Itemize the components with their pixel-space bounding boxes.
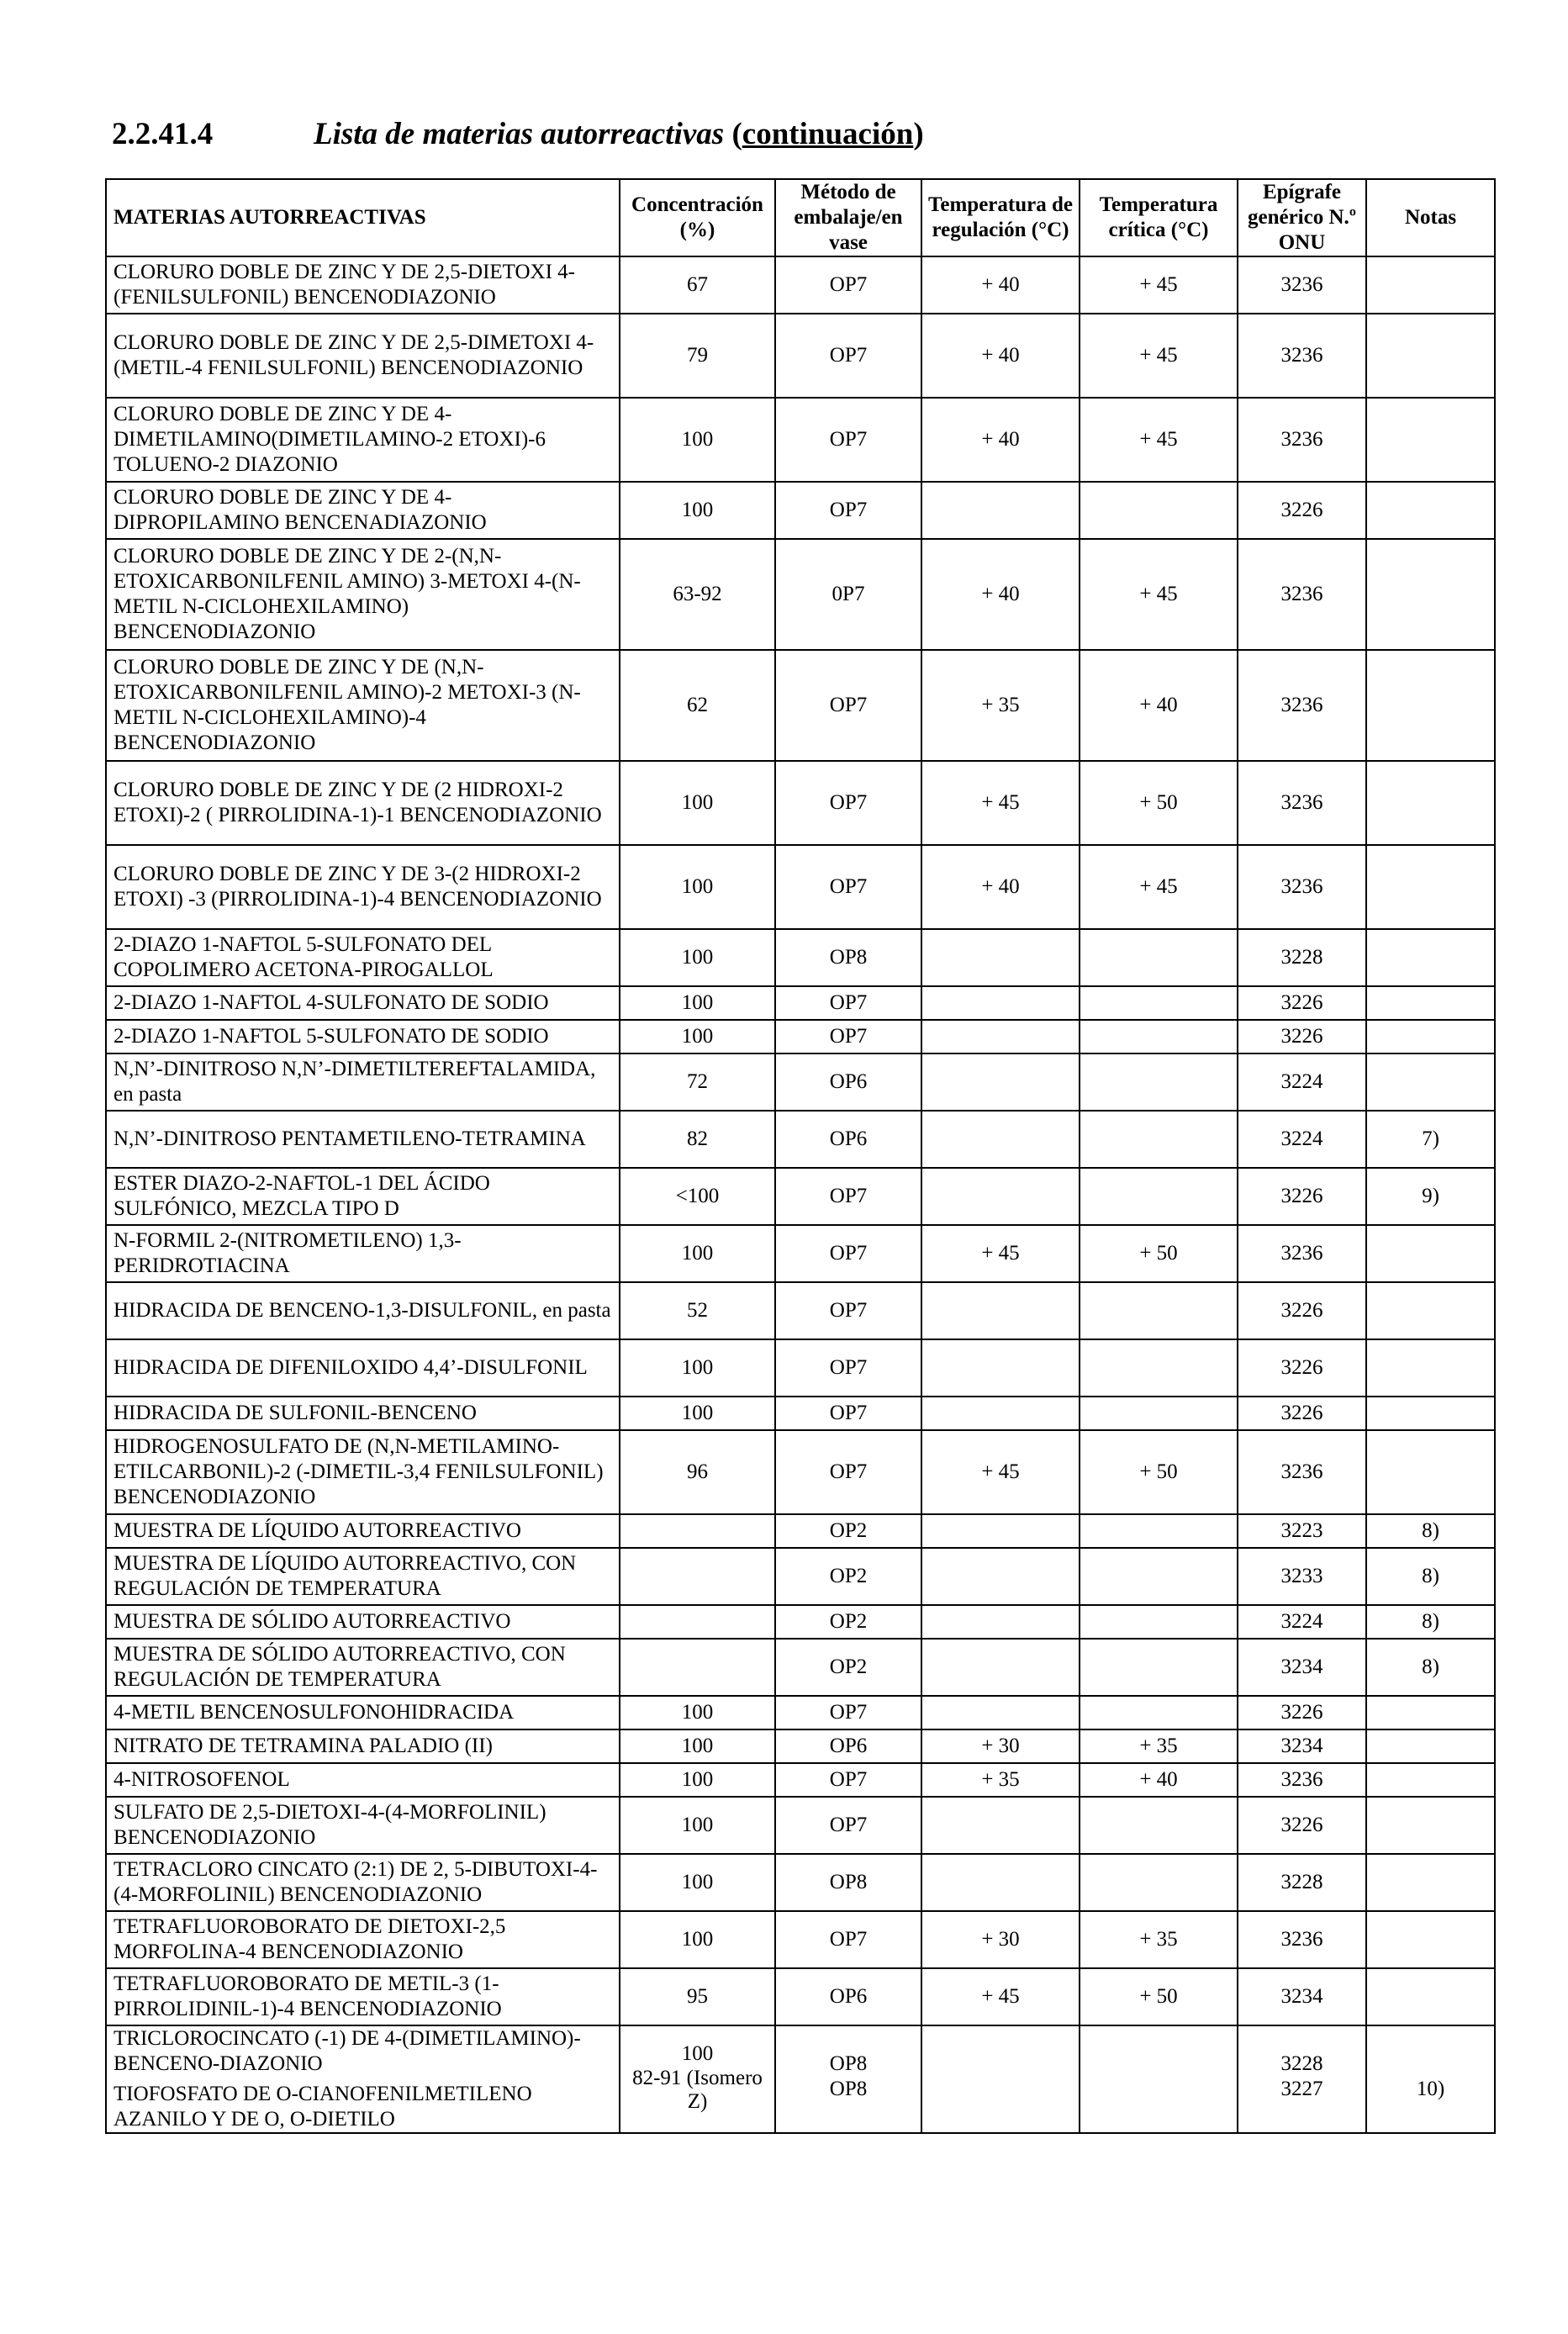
cell-critical-temp: + 45 [1080,314,1238,398]
cell-un-number: 3226 [1238,1020,1366,1053]
open-paren: ( [731,117,742,151]
cell-concentration [620,1548,775,1605]
table-row [106,1514,1495,1548]
merged-conc-b: 82-91 (Isomero Z) [632,2067,763,2113]
cell-method: OP6 [775,1111,921,1168]
cell-concentration: 63-92 [620,539,775,650]
cell-notes [1366,1854,1495,1911]
cell-concentration: 100 [620,1763,775,1797]
cell-name: TETRAFLUOROBORATO DE METIL-3 (1-PIRROLIDINIL-1)-4 BENCENODIAZONIO [106,1968,620,2025]
cell-regulation-temp [921,1339,1080,1397]
cell-method: OP7 [775,1168,921,1225]
table-row [106,256,1495,314]
cell-critical-temp [1080,1397,1238,1430]
close-paren: ) [913,117,924,151]
cell-notes [1366,1763,1495,1797]
cell-un-number: 3236 [1238,761,1366,845]
cell-critical-temp: + 50 [1080,1225,1238,1282]
cell-critical-temp: + 35 [1080,1729,1238,1763]
header-un-number: Epígrafe genérico N.º ONU [1238,179,1366,256]
cell-method: OP7 [775,1397,921,1430]
materials-table [105,178,1496,2134]
cell-critical-temp: + 50 [1080,1430,1238,1514]
table-row [106,1696,1495,1729]
cell-un-number [1238,2025,1366,2133]
cell-notes [1366,1053,1495,1111]
cell-regulation-temp: + 45 [921,1968,1080,2025]
merged-un-a: 3228 [1280,2052,1323,2075]
cell-concentration [620,1639,775,1696]
cell-un-number: 3226 [1238,1797,1366,1854]
cell-name: CLORURO DOBLE DE ZINC Y DE 4-DIPROPILAMINO BENCENADIAZONIO [106,482,620,539]
cell-regulation-temp [921,1797,1080,1854]
header-row [106,179,1495,256]
cell-un-number: 3233 [1238,1548,1366,1605]
table-row [106,1168,1495,1225]
table-row [106,986,1495,1020]
cell-concentration [620,2025,775,2133]
cell-un-number: 3236 [1238,398,1366,482]
cell-name: 2-DIAZO 1-NAFTOL 5-SULFONATO DE SODIO [106,1020,620,1053]
cell-regulation-temp [921,986,1080,1020]
cell-method: OP6 [775,1053,921,1111]
cell-method: OP2 [775,1639,921,1696]
cell-name: ESTER DIAZO-2-NAFTOL-1 DEL ÁCIDO SULFÓNICO, MEZCLA TIPO D [106,1168,620,1225]
cell-un-number: 3236 [1238,845,1366,929]
cell-concentration: 100 [620,986,775,1020]
cell-method: OP7 [775,650,921,761]
cell-un-number: 3236 [1238,1763,1366,1797]
cell-method: OP7 [775,845,921,929]
cell-concentration: 96 [620,1430,775,1514]
table-row [106,1548,1495,1605]
cell-concentration: 100 [620,1020,775,1053]
cell-critical-temp [1080,1605,1238,1639]
cell-method: OP6 [775,1968,921,2025]
cell-notes [1366,1729,1495,1763]
cell-concentration: 82 [620,1111,775,1168]
cell-concentration: 95 [620,1968,775,2025]
cell-name: CLORURO DOBLE DE ZINC Y DE (2 HIDROXI-2 ETOXI)-2 ( PIRROLIDINA-1)-1 BENCENODIAZONIO [106,761,620,845]
cell-name: 2-DIAZO 1-NAFTOL 5-SULFONATO DEL COPOLIMERO ACETONA-PIROGALLOL [106,929,620,986]
cell-critical-temp [1080,1548,1238,1605]
cell-critical-temp [1080,1854,1238,1911]
cell-un-number: 3223 [1238,1514,1366,1548]
header-regulation-temp: Temperatura de regulación (°C) [921,179,1080,256]
cell-critical-temp: + 45 [1080,398,1238,482]
cell-critical-temp: + 45 [1080,256,1238,314]
cell-concentration: <100 [620,1168,775,1225]
cell-name: 2-DIAZO 1-NAFTOL 4-SULFONATO DE SODIO [106,986,620,1020]
cell-critical-temp [1080,1053,1238,1111]
cell-notes [1366,986,1495,1020]
cell-method: OP7 [775,1696,921,1729]
cell-un-number: 3226 [1238,1696,1366,1729]
cell-un-number: 3236 [1238,1225,1366,1282]
cell-regulation-temp: + 35 [921,1763,1080,1797]
cell-un-number: 3224 [1238,1605,1366,1639]
cell-method: OP7 [775,1430,921,1514]
cell-name: HIDRACIDA DE SULFONIL-BENCENO [106,1397,620,1430]
cell-name: CLORURO DOBLE DE ZINC Y DE 2,5-DIMETOXI 4-(METIL-4 FENILSULFONIL) BENCENODIAZONIO [106,314,620,398]
cell-name: CLORURO DOBLE DE ZINC Y DE 2-(N,N-ETOXICARBONILFENIL AMINO) 3-METOXI 4-(N-METIL N-CICLOHEXILAMINO) BENCENODIAZONIO [106,539,620,650]
cell-method: OP7 [775,1797,921,1854]
cell-regulation-temp: + 45 [921,1430,1080,1514]
cell-concentration: 100 [620,1854,775,1911]
header-method: Método de embalaje/en vase [775,179,921,256]
cell-regulation-temp [921,2025,1080,2133]
cell-method: OP7 [775,1282,921,1339]
cell-concentration: 79 [620,314,775,398]
cell-method: OP8 [775,929,921,986]
cell-name: CLORURO DOBLE DE ZINC Y DE 3-(2 HIDROXI-2 ETOXI) -3 (PIRROLIDINA-1)-4 BENCENODIAZONIO [106,845,620,929]
cell-un-number: 3236 [1238,1911,1366,1968]
cell-regulation-temp [921,1696,1080,1729]
cell-name [106,2025,620,2133]
table-row [106,539,1495,650]
table-row [106,1605,1495,1639]
cell-concentration: 52 [620,1282,775,1339]
cell-name: SULFATO DE 2,5-DIETOXI-4-(4-MORFOLINIL) BENCENODIAZONIO [106,1797,620,1854]
cell-method: OP7 [775,1225,921,1282]
cell-regulation-temp [921,929,1080,986]
cell-critical-temp [1080,1696,1238,1729]
cell-notes [1366,482,1495,539]
cell-un-number: 3236 [1238,314,1366,398]
cell-critical-temp [1080,1020,1238,1053]
cell-notes: 8) [1366,1639,1495,1696]
cell-regulation-temp [921,1282,1080,1339]
cell-un-number: 3236 [1238,539,1366,650]
cell-regulation-temp [921,1514,1080,1548]
cell-name: HIDRACIDA DE BENCENO-1,3-DISULFONIL, en pasta [106,1282,620,1339]
merged-method-b: OP8 [829,2078,868,2100]
merged-name-a: TRICLOROCINCATO (-1) DE 4-(DIMETILAMINO)-BENCENO-DIAZONIO [114,2027,581,2075]
header-concentration: Concentración (%) [620,179,775,256]
merged-notes-b: 10) [1416,2078,1445,2100]
cell-method: OP7 [775,1020,921,1053]
cell-critical-temp [1080,986,1238,1020]
cell-notes [1366,539,1495,650]
table-row [106,1225,1495,1282]
cell-un-number: 3226 [1238,482,1366,539]
cell-regulation-temp: + 35 [921,650,1080,761]
table-row [106,1639,1495,1696]
cell-notes [1366,1797,1495,1854]
cell-concentration: 100 [620,1225,775,1282]
cell-notes [1366,761,1495,845]
cell-notes: 8) [1366,1514,1495,1548]
cell-name: MUESTRA DE LÍQUIDO AUTORREACTIVO, CON REGULACIÓN DE TEMPERATURA [106,1548,620,1605]
cell-un-number: 3228 [1238,929,1366,986]
cell-notes: 7) [1366,1111,1495,1168]
continuation-label: continuación [742,117,914,151]
cell-regulation-temp [921,1854,1080,1911]
cell-name: 4-NITROSOFENOL [106,1763,620,1797]
cell-name: N-FORMIL 2-(NITROMETILENO) 1,3-PERIDROTIACINA [106,1225,620,1282]
cell-notes [1366,314,1495,398]
cell-name: N,N’-DINITROSO PENTAMETILENO-TETRAMINA [106,1111,620,1168]
cell-concentration: 100 [620,398,775,482]
merged-un-b: 3227 [1280,2078,1323,2100]
cell-concentration: 67 [620,256,775,314]
cell-notes [1366,1696,1495,1729]
table-row [106,1968,1495,2025]
cell-notes [1366,845,1495,929]
cell-notes [1366,1339,1495,1397]
table-row [106,929,1495,986]
cell-critical-temp: + 45 [1080,845,1238,929]
cell-notes [1366,929,1495,986]
cell-concentration: 100 [620,1339,775,1397]
header-name: MATERIAS AUTORREACTIVAS [106,179,620,256]
cell-notes [1366,1397,1495,1430]
cell-critical-temp [1080,1168,1238,1225]
cell-notes [1366,398,1495,482]
cell-concentration [620,1514,775,1548]
merged-name-b: TIOFOSFATO DE O-CIANOFENILMETILENO AZANILO Y DE O, O-DIETILO [114,2083,532,2131]
cell-method: OP7 [775,1763,921,1797]
cell-name: MUESTRA DE SÓLIDO AUTORREACTIVO, CON REGULACIÓN DE TEMPERATURA [106,1639,620,1696]
cell-un-number: 3234 [1238,1639,1366,1696]
cell-critical-temp [1080,1282,1238,1339]
merged-method-a: OP8 [829,2052,868,2075]
cell-critical-temp: + 40 [1080,1763,1238,1797]
cell-critical-temp [1080,2025,1238,2133]
cell-regulation-temp: + 45 [921,761,1080,845]
cell-name: NITRATO DE TETRAMINA PALADIO (II) [106,1729,620,1763]
table-row [106,1053,1495,1111]
cell-name: MUESTRA DE SÓLIDO AUTORREACTIVO [106,1605,620,1639]
table-row [106,1430,1495,1514]
cell-un-number: 3236 [1238,1430,1366,1514]
cell-un-number: 3226 [1238,1168,1366,1225]
cell-un-number: 3236 [1238,256,1366,314]
cell-name: CLORURO DOBLE DE ZINC Y DE 4-DIMETILAMINO(DIMETILAMINO-2 ETOXI)-6 TOLUENO-2 DIAZONIO [106,398,620,482]
cell-regulation-temp: + 40 [921,314,1080,398]
cell-critical-temp [1080,1339,1238,1397]
table-row-merged [106,2025,1495,2133]
cell-name: TETRACLORO CINCATO (2:1) DE 2, 5-DIBUTOXI-4-(4-MORFOLINIL) BENCENODIAZONIO [106,1854,620,1911]
cell-name: 4-METIL BENCENOSULFONOHIDRACIDA [106,1696,620,1729]
cell-critical-temp [1080,1797,1238,1854]
cell-concentration: 100 [620,1729,775,1763]
merged-conc-a: 100 [681,2042,714,2065]
cell-critical-temp: + 45 [1080,539,1238,650]
cell-critical-temp [1080,929,1238,986]
table-row [106,1797,1495,1854]
cell-method: OP7 [775,986,921,1020]
cell-notes [1366,1282,1495,1339]
cell-concentration: 100 [620,845,775,929]
cell-name: HIDRACIDA DE DIFENILOXIDO 4,4’-DISULFONIL [106,1339,620,1397]
table-row [106,398,1495,482]
table-row [106,1763,1495,1797]
cell-regulation-temp [921,1168,1080,1225]
cell-method: 0P7 [775,539,921,650]
cell-regulation-temp [921,1639,1080,1696]
cell-concentration: 100 [620,1797,775,1854]
cell-name: N,N’-DINITROSO N,N’-DIMETILTEREFTALAMIDA, en pasta [106,1053,620,1111]
cell-critical-temp [1080,1514,1238,1548]
cell-notes [1366,1225,1495,1282]
cell-name: CLORURO DOBLE DE ZINC Y DE (N,N-ETOXICARBONILFENIL AMINO)-2 METOXI-3 (N-METIL N-CICLOHEXILAMINO)-4 BENCENODIAZONIO [106,650,620,761]
cell-concentration: 100 [620,1911,775,1968]
section-number: 2.2.41.4 [112,117,214,151]
cell-method: OP2 [775,1514,921,1548]
cell-critical-temp: + 35 [1080,1911,1238,1968]
table-row [106,482,1495,539]
cell-regulation-temp [921,1605,1080,1639]
cell-concentration [620,1605,775,1639]
cell-critical-temp: + 50 [1080,1968,1238,2025]
cell-method: OP2 [775,1605,921,1639]
cell-method: OP7 [775,398,921,482]
cell-critical-temp [1080,1639,1238,1696]
merged-notes-a [1372,2051,1489,2077]
cell-concentration: 62 [620,650,775,761]
cell-notes [1366,256,1495,314]
cell-notes: 8) [1366,1605,1495,1639]
table-row [106,1020,1495,1053]
cell-regulation-temp: + 40 [921,539,1080,650]
cell-un-number: 3228 [1238,1854,1366,1911]
table-row [106,1911,1495,1968]
cell-regulation-temp [921,1397,1080,1430]
cell-un-number: 3226 [1238,986,1366,1020]
table-row [106,650,1495,761]
cell-critical-temp: + 50 [1080,761,1238,845]
cell-un-number: 3234 [1238,1968,1366,2025]
cell-notes: 9) [1366,1168,1495,1225]
table-row [106,1729,1495,1763]
cell-concentration: 100 [620,761,775,845]
cell-critical-temp: + 40 [1080,650,1238,761]
cell-notes [1366,1430,1495,1514]
table-row [106,845,1495,929]
cell-notes [1366,650,1495,761]
cell-name: HIDROGENOSULFATO DE (N,N-METILAMINO-ETILCARBONIL)-2 (-DIMETIL-3,4 FENILSULFONIL) BENCENODIAZONIO [106,1430,620,1514]
cell-concentration: 100 [620,1696,775,1729]
cell-method: OP7 [775,761,921,845]
cell-regulation-temp [921,1548,1080,1605]
cell-critical-temp [1080,482,1238,539]
cell-method: OP7 [775,1911,921,1968]
table-row [106,314,1495,398]
cell-regulation-temp: + 30 [921,1911,1080,1968]
cell-regulation-temp [921,1020,1080,1053]
cell-un-number: 3226 [1238,1282,1366,1339]
cell-notes: 8) [1366,1548,1495,1605]
cell-method: OP8 [775,1854,921,1911]
header-critical-temp: Temperatura crítica (°C) [1080,179,1238,256]
cell-notes [1366,1911,1495,1968]
cell-un-number: 3236 [1238,650,1366,761]
table-row [106,1111,1495,1168]
cell-un-number: 3226 [1238,1339,1366,1397]
section-heading [112,116,924,152]
cell-regulation-temp: + 30 [921,1729,1080,1763]
cell-name: TETRAFLUOROBORATO DE DIETOXI-2,5 MORFOLINA-4 BENCENODIAZONIO [106,1911,620,1968]
cell-regulation-temp: + 45 [921,1225,1080,1282]
cell-name: CLORURO DOBLE DE ZINC Y DE 2,5-DIETOXI 4-(FENILSULFONIL) BENCENODIAZONIO [106,256,620,314]
table-row [106,1854,1495,1911]
section-title: Lista de materias autorreactivas [314,117,725,151]
cell-concentration: 72 [620,1053,775,1111]
cell-regulation-temp: + 40 [921,398,1080,482]
cell-notes [1366,2025,1495,2133]
cell-concentration: 100 [620,482,775,539]
cell-method: OP7 [775,1339,921,1397]
cell-un-number: 3226 [1238,1397,1366,1430]
cell-critical-temp [1080,1111,1238,1168]
cell-regulation-temp: + 40 [921,256,1080,314]
table-row [106,1397,1495,1430]
cell-un-number: 3224 [1238,1111,1366,1168]
cell-notes [1366,1020,1495,1053]
cell-method [775,2025,921,2133]
table-row [106,1282,1495,1339]
cell-un-number: 3234 [1238,1729,1366,1763]
cell-concentration: 100 [620,929,775,986]
cell-method: OP7 [775,314,921,398]
cell-regulation-temp: + 40 [921,845,1080,929]
cell-regulation-temp [921,1053,1080,1111]
cell-concentration: 100 [620,1397,775,1430]
cell-method: OP6 [775,1729,921,1763]
table-row [106,1339,1495,1397]
table-row [106,761,1495,845]
cell-regulation-temp [921,1111,1080,1168]
cell-name: MUESTRA DE LÍQUIDO AUTORREACTIVO [106,1514,620,1548]
cell-method: OP2 [775,1548,921,1605]
cell-notes [1366,1968,1495,2025]
cell-regulation-temp [921,482,1080,539]
header-notes: Notas [1366,179,1495,256]
cell-method: OP7 [775,256,921,314]
cell-method: OP7 [775,482,921,539]
cell-un-number: 3224 [1238,1053,1366,1111]
